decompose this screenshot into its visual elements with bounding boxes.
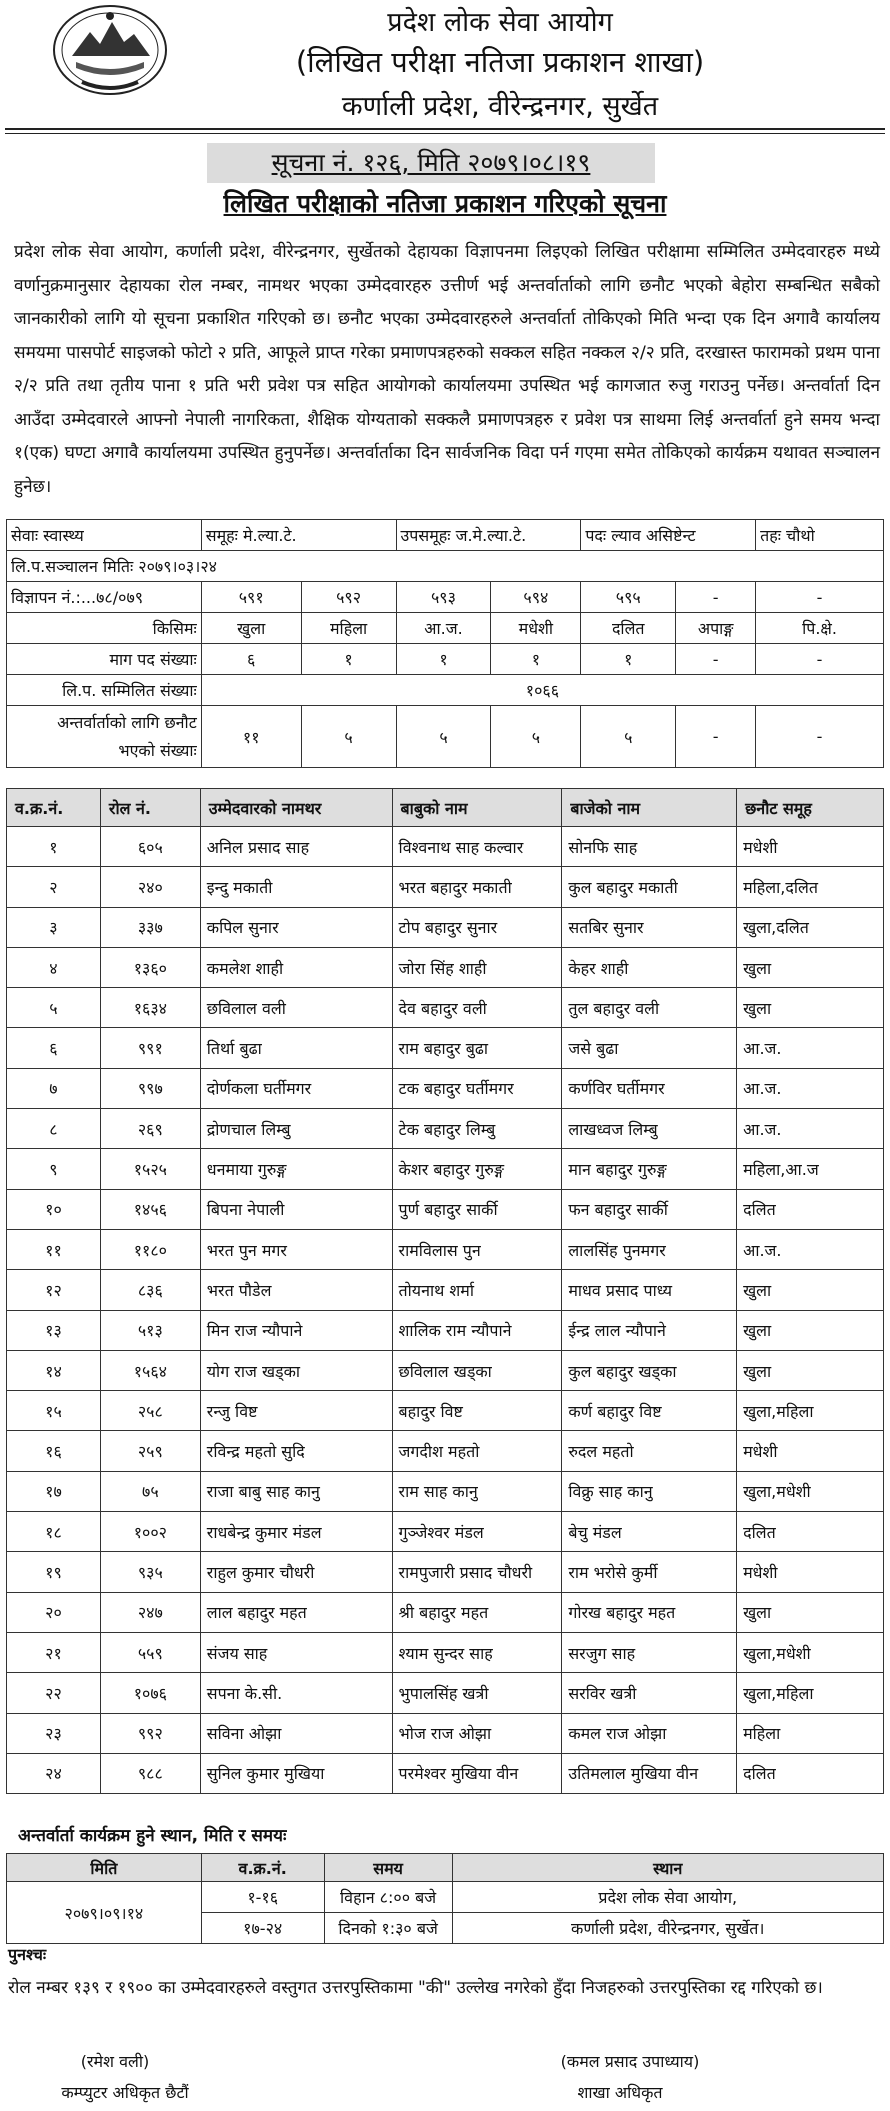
cell-group: दलित — [737, 1189, 884, 1229]
cell-roll: ९८८ — [100, 1753, 200, 1793]
cell-group: आ.ज. — [737, 1229, 884, 1269]
participants-label: लि.प. सम्मिलित संख्याः — [7, 675, 202, 706]
cell-name: दोर्णकला घर्तीमगर — [200, 1068, 392, 1108]
cell-father: जगदीश महतो — [392, 1431, 562, 1471]
table-row — [7, 1310, 884, 1350]
cell-sn: ९ — [7, 1149, 101, 1189]
cell-sn: २१ — [7, 1632, 101, 1672]
cell-name: राहुल कुमार चौधरी — [200, 1552, 392, 1592]
header-commission-name: प्रदेश लोक सेवा आयोग — [387, 7, 613, 38]
cell-sn: ५ — [7, 988, 101, 1028]
cell-father: जोरा सिंह शाही — [392, 947, 562, 987]
cell-sn: २४ — [7, 1753, 101, 1793]
cell-grandfather: उतिमलाल मुखिया वीन — [562, 1753, 737, 1793]
cell-group: खुला — [737, 1270, 884, 1310]
cell-group: खुला,मधेशी — [737, 1471, 884, 1511]
cell-group: महिला,आ.ज — [737, 1149, 884, 1189]
table-row — [7, 1471, 884, 1511]
posts-cell: - — [756, 644, 884, 675]
table-row — [7, 1592, 884, 1632]
cell-sn: १४ — [7, 1350, 101, 1390]
cell-father: गुञ्जेश्वर मंडल — [392, 1512, 562, 1552]
results-header-row — [7, 789, 884, 827]
cell-group: दलित — [737, 1753, 884, 1793]
cell-name: सपना के.सी. — [200, 1673, 392, 1713]
cell-father: राम साह कानु — [392, 1471, 562, 1511]
cell-father: देव बहादुर वली — [392, 988, 562, 1028]
header-divider-thin — [5, 133, 885, 134]
service-cell: सेवाः स्वास्थ्य — [7, 520, 202, 551]
cell-grandfather: सोनफि साह — [562, 827, 737, 867]
cell-sn: १ — [7, 827, 101, 867]
ad-no-cell: ५९३ — [396, 582, 491, 613]
cell-sn: ७ — [7, 1068, 101, 1108]
cell-father: विश्वनाथ साह कल्वार — [392, 827, 562, 867]
schedule-time: दिनको १:३० बजे — [324, 1913, 452, 1944]
schedule-header-place: स्थान — [452, 1854, 883, 1882]
signature-left-name: (रमेश वली) — [80, 2052, 150, 2071]
cell-roll: ८३६ — [100, 1270, 200, 1310]
cell-father: टोप बहादुर सुनार — [392, 907, 562, 947]
selected-cell: - — [676, 706, 756, 768]
col-header-name: उम्मेदवारको नामथर — [200, 789, 392, 827]
table-row — [7, 1109, 884, 1149]
cell-name: छविलाल वली — [200, 988, 392, 1028]
cell-group: खुला — [737, 988, 884, 1028]
cell-group: आ.ज. — [737, 1028, 884, 1068]
cell-name: द्रोणचाल लिम्बु — [200, 1109, 392, 1149]
table-row — [7, 1229, 884, 1269]
table-row — [7, 867, 884, 907]
table-row — [7, 947, 884, 987]
cell-name: इन्दु मकाती — [200, 867, 392, 907]
posts-cell: - — [676, 644, 756, 675]
cell-group: महिला,दलित — [737, 867, 884, 907]
type-cell: अपाङ्ग — [676, 613, 756, 644]
cell-group: महिला — [737, 1713, 884, 1753]
cell-sn: ६ — [7, 1028, 101, 1068]
header-address: कर्णाली प्रदेश, वीरेन्द्रनगर, सुर्खेत — [341, 91, 659, 122]
table-row — [7, 1673, 884, 1713]
cell-grandfather: माधव प्रसाद पाध्य — [562, 1270, 737, 1310]
schedule-title: अन्तर्वार्ता कार्यक्रम हुने स्थान, मिति र समयः — [18, 1826, 287, 1846]
signature-right-title: शाखा अधिकृत — [577, 2083, 663, 2102]
cell-sn: १६ — [7, 1431, 101, 1471]
table-row — [7, 1753, 884, 1793]
schedule-date: २०७९।०९।१४ — [7, 1882, 202, 1944]
cell-sn: ४ — [7, 947, 101, 987]
cell-roll: २४० — [100, 867, 200, 907]
table-row — [7, 907, 884, 947]
cell-roll: १४५६ — [100, 1189, 200, 1229]
cell-name: धनमाया गुरुङ्ग — [200, 1149, 392, 1189]
cell-name: रन्जु विष्ट — [200, 1391, 392, 1431]
cell-grandfather: मान बहादुर गुरुङ्ग — [562, 1149, 737, 1189]
cell-roll: ९३५ — [100, 1552, 200, 1592]
cell-roll: १०७६ — [100, 1673, 200, 1713]
table-row — [7, 1270, 884, 1310]
schedule-header-date: मिति — [7, 1854, 202, 1882]
results-table — [6, 788, 884, 1794]
cell-name: भरत पुन मगर — [200, 1229, 392, 1269]
type-cell: महिला — [301, 613, 396, 644]
cell-name: रविन्द्र महतो सुदि — [200, 1431, 392, 1471]
table-row — [7, 1552, 884, 1592]
cell-grandfather: केहर शाही — [562, 947, 737, 987]
cell-grandfather: सरविर खत्री — [562, 1673, 737, 1713]
table-row — [7, 988, 884, 1028]
cell-father: श्याम सुन्दर साह — [392, 1632, 562, 1672]
cell-sn: २३ — [7, 1713, 101, 1753]
selected-cell: - — [756, 706, 884, 768]
cell-name: सुनिल कुमार मुखिया — [200, 1753, 392, 1793]
cell-father: परमेश्वर मुखिया वीन — [392, 1753, 562, 1793]
schedule-range: १७-२४ — [201, 1913, 324, 1944]
cell-group: खुला — [737, 1592, 884, 1632]
cell-father: भुपालसिंह खत्री — [392, 1673, 562, 1713]
cell-group: खुला,महिला — [737, 1391, 884, 1431]
cell-roll: ६०५ — [100, 827, 200, 867]
cell-sn: २ — [7, 867, 101, 907]
cell-group: खुला,मधेशी — [737, 1632, 884, 1672]
cell-roll: २६९ — [100, 1109, 200, 1149]
schedule-range: १-१६ — [201, 1882, 324, 1913]
cell-father: रामपुजारी प्रसाद चौधरी — [392, 1552, 562, 1592]
cell-sn: ८ — [7, 1109, 101, 1149]
cell-group: खुला,महिला — [737, 1673, 884, 1713]
cell-roll: २५९ — [100, 1431, 200, 1471]
cell-roll: ९९२ — [100, 1713, 200, 1753]
schedule-table — [6, 1853, 884, 1944]
header-section-name: (लिखित परीक्षा नतिजा प्रकाशन शाखा) — [295, 45, 705, 79]
cell-roll: १५२५ — [100, 1149, 200, 1189]
cell-group: दलित — [737, 1512, 884, 1552]
table-row — [7, 1149, 884, 1189]
selected-label-line1: अन्तर्वार्ताको लागि छनौट — [57, 712, 197, 732]
cell-name: मिन राज न्यौपाने — [200, 1310, 392, 1350]
cell-name: राजा बाबु साह कानु — [200, 1471, 392, 1511]
schedule-header-range: व.क्र.नं. — [201, 1854, 324, 1882]
cell-name: भरत पौडेल — [200, 1270, 392, 1310]
type-label: किसिमः — [7, 613, 202, 644]
type-cell: मधेशी — [491, 613, 581, 644]
cell-name: कमलेश शाही — [200, 947, 392, 987]
document-header — [0, 0, 890, 128]
cell-name: योग राज खड्का — [200, 1350, 392, 1390]
ad-no-cell: ५९४ — [491, 582, 581, 613]
cell-group: मधेशी — [737, 1431, 884, 1471]
header-divider — [5, 128, 885, 130]
cell-grandfather: कर्ण बहादुर विष्ट — [562, 1391, 737, 1431]
cell-father: छविलाल खड्का — [392, 1350, 562, 1390]
type-cell: दलित — [581, 613, 676, 644]
cell-roll: १००२ — [100, 1512, 200, 1552]
table-row — [7, 827, 884, 867]
posts-cell: १ — [491, 644, 581, 675]
cell-roll: २५८ — [100, 1391, 200, 1431]
signature-right-name: (कमल प्रसाद उपाध्याय) — [560, 2052, 700, 2071]
selected-label — [7, 706, 202, 768]
cell-roll: १६३४ — [100, 988, 200, 1028]
cell-sn: २० — [7, 1592, 101, 1632]
cell-name: अनिल प्रसाद साह — [200, 827, 392, 867]
cell-name: कपिल सुनार — [200, 907, 392, 947]
cell-grandfather: कुल बहादुर खड्का — [562, 1350, 737, 1390]
col-header-roll: रोल नं. — [100, 789, 200, 827]
cell-grandfather: कर्णविर घर्तीमगर — [562, 1068, 737, 1108]
cell-group: मधेशी — [737, 1552, 884, 1592]
cell-group: मधेशी — [737, 827, 884, 867]
cell-grandfather: विक्रु साह कानु — [562, 1471, 737, 1511]
cell-name: सविना ओझा — [200, 1713, 392, 1753]
cell-father: बहादुर विष्ट — [392, 1391, 562, 1431]
cell-grandfather: ईन्द्र लाल न्यौपाने — [562, 1310, 737, 1350]
posts-cell: १ — [581, 644, 676, 675]
subgroup-cell: उपसमूहः ज.मे.ल्या.टे. — [396, 520, 581, 551]
cell-father: केशर बहादुर गुरुङ्ग — [392, 1149, 562, 1189]
cell-grandfather: कमल राज ओझा — [562, 1713, 737, 1753]
cell-sn: १२ — [7, 1270, 101, 1310]
selected-label-line2: भएको संख्याः — [118, 740, 197, 760]
cell-name: तिर्था बुढा — [200, 1028, 392, 1068]
ad-no-cell: ५९५ — [581, 582, 676, 613]
cell-father: श्री बहादुर महत — [392, 1592, 562, 1632]
cell-name: राधबेन्द्र कुमार मंडल — [200, 1512, 392, 1552]
ad-no-cell: - — [676, 582, 756, 613]
col-header-father: बाबुको नाम — [392, 789, 562, 827]
type-cell: पि.क्षे. — [756, 613, 884, 644]
ad-no-cell: ५९१ — [201, 582, 301, 613]
cell-roll: ११८० — [100, 1229, 200, 1269]
cell-roll: १३६० — [100, 947, 200, 987]
notice-title: लिखित परीक्षाको नतिजा प्रकाशन गरिएको सूचना — [223, 189, 667, 218]
ad-no-cell: ५९२ — [301, 582, 396, 613]
cell-sn: १० — [7, 1189, 101, 1229]
cell-group: आ.ज. — [737, 1068, 884, 1108]
cell-roll: ५५९ — [100, 1632, 200, 1672]
postscript-text: रोल नम्बर १३९ र १९०० का उम्मेदवारहरुले वस्तुगत उत्तरपुस्तिकामा "की" उल्लेख नगरेको हुँदा निजहरुको उत्तरपुस्तिका रद्द गरिएको छ। — [8, 1978, 823, 1998]
cell-name: लाल बहादुर महत — [200, 1592, 392, 1632]
cell-father: पुर्ण बहादुर सार्की — [392, 1189, 562, 1229]
cell-grandfather: फन बहादुर सार्की — [562, 1189, 737, 1229]
cell-roll: ९९७ — [100, 1068, 200, 1108]
participants-cell: १०६६ — [201, 675, 883, 706]
table-row — [7, 1713, 884, 1753]
cell-grandfather: गोरख बहादुर महत — [562, 1592, 737, 1632]
signature-left-title: कम्प्युटर अधिकृत छैटौं — [61, 2083, 189, 2102]
cell-sn: १९ — [7, 1552, 101, 1592]
cell-grandfather: बेचु मंडल — [562, 1512, 737, 1552]
group-cell: समूहः मे.ल्या.टे. — [201, 520, 396, 551]
posts-cell: १ — [396, 644, 491, 675]
notice-number: सूचना नं. १२६, मिति २०७९।०८।१९ — [207, 143, 655, 183]
schedule-time: विहान ८:०० बजे — [324, 1882, 452, 1913]
cell-sn: १३ — [7, 1310, 101, 1350]
cell-name: संजय साह — [200, 1632, 392, 1672]
cell-grandfather: जसे बुढा — [562, 1028, 737, 1068]
table-row — [7, 1350, 884, 1390]
table-row — [7, 1431, 884, 1471]
cell-father: तोयनाथ शर्मा — [392, 1270, 562, 1310]
cell-father: भरत बहादुर मकाती — [392, 867, 562, 907]
cell-grandfather: लालसिंह पुनमगर — [562, 1229, 737, 1269]
cell-grandfather: कुल बहादुर मकाती — [562, 867, 737, 907]
cell-roll: ५१३ — [100, 1310, 200, 1350]
level-cell: तहः चौथो — [756, 520, 884, 551]
col-header-grandfather: बाजेको नाम — [562, 789, 737, 827]
cell-father: रामविलास पुन — [392, 1229, 562, 1269]
cell-grandfather: तुल बहादुर वली — [562, 988, 737, 1028]
cell-sn: १७ — [7, 1471, 101, 1511]
cell-group: खुला — [737, 947, 884, 987]
postscript-label: पुनश्चः — [8, 1945, 47, 1964]
exam-date-cell: लि.प.सञ्चालन मितिः २०७९।०३।२४ — [7, 551, 884, 582]
cell-name: बिपना नेपाली — [200, 1189, 392, 1229]
cell-grandfather: लाखध्वज लिम्बु — [562, 1109, 737, 1149]
cell-group: खुला — [737, 1350, 884, 1390]
cell-father: राम बहादुर बुढा — [392, 1028, 562, 1068]
ad-no-label: विज्ञापन नं.:...७८/०७९ — [7, 582, 202, 613]
schedule-place-line2: कर्णाली प्रदेश, वीरेन्द्रनगर, सुर्खेत। — [452, 1913, 883, 1944]
posts-cell: १ — [301, 644, 396, 675]
table-row — [7, 1028, 884, 1068]
schedule-place-line1: प्रदेश लोक सेवा आयोग, — [452, 1882, 883, 1913]
table-row — [7, 1068, 884, 1108]
cell-grandfather: सतबिर सुनार — [562, 907, 737, 947]
col-header-sn: व.क्र.नं. — [7, 789, 101, 827]
notice-body: प्रदेश लोक सेवा आयोग, कर्णाली प्रदेश, वीरेन्द्रनगर, सुर्खेतको देहायका विज्ञापनमा लिइएको लिखित परीक्षामा सम्मिलित उम्मेदवारहरु मध्ये वर्णानुक्रमानुसार देहायका रोल नम्बर, नामथर भएका उम्मेदवारहरु उत्तीर्ण भई अन्तर्वार्ताको लागि छनौट भएको बेहोरा सम्बन्धित सबैको जानकारीको लागि यो सूचना प्रकाशित गरिएको छ। छनौट भएका उम्मेदवारहरुले अन्तर्वार्ता तोकिएको मिति भन्दा एक दिन अगावै कार्यालय समयमा पासपोर्ट साइजको फोटो २ प्रति, आफूले प्राप्त गरेका प्रमाणपत्रहरुको सक्कल सहित नक्कल २/२ प्रति, दरखास्त फारामको प्रथम पाना २/२ प्रति तथा तृतीय पाना १ प्रति भरी प्रवेश पत्र सहित आयोगको कार्यालयमा उपस्थित भई कागजात रुजु गराउनु पर्नेछ। अन्तर्वार्ता दिन आउँदा उम्मेदवारले आफ्नो नेपाली नागरिकता, शैक्षिक योग्यताको सक्कलै प्रमाणपत्रहरु र प्रवेश पत्र साथमा लिई अन्तर्वार्ता हुने समय भन्दा १(एक) घण्टा अगावै कार्यालयमा उपस्थित हुनुपर्नेछ। अन्तर्वार्ताका दिन सार्वजनिक विदा पर्न गएमा समेत तोकिएको कार्यक्रम यथावत सञ्चालन हुनेछ। — [14, 242, 880, 497]
cell-father: टक बहादुर घर्तीमगर — [392, 1068, 562, 1108]
table-row — [7, 1189, 884, 1229]
cell-grandfather: सरजुग साह — [562, 1632, 737, 1672]
cell-sn: २२ — [7, 1673, 101, 1713]
cell-grandfather: रुदल महतो — [562, 1431, 737, 1471]
table-row — [7, 1632, 884, 1672]
posts-label: माग पद संख्याः — [7, 644, 202, 675]
cell-roll: १५६४ — [100, 1350, 200, 1390]
table-row — [7, 1512, 884, 1552]
selected-cell: ५ — [581, 706, 676, 768]
cell-sn: १८ — [7, 1512, 101, 1552]
cell-father: शालिक राम न्यौपाने — [392, 1310, 562, 1350]
col-header-group: छनौट समूह — [737, 789, 884, 827]
cell-roll: ९९१ — [100, 1028, 200, 1068]
ad-no-cell: - — [756, 582, 884, 613]
table-row — [7, 1391, 884, 1431]
selected-cell: ५ — [491, 706, 581, 768]
cell-roll: ३३७ — [100, 907, 200, 947]
cell-sn: ११ — [7, 1229, 101, 1269]
nepal-emblem-icon — [52, 4, 168, 96]
schedule-header-time: समय — [324, 1854, 452, 1882]
cell-grandfather: राम भरोसे कुर्मी — [562, 1552, 737, 1592]
cell-sn: १५ — [7, 1391, 101, 1431]
type-cell: आ.ज. — [396, 613, 491, 644]
cell-father: भोज राज ओझा — [392, 1713, 562, 1753]
cell-sn: ३ — [7, 907, 101, 947]
cell-roll: २४७ — [100, 1592, 200, 1632]
selected-cell: ५ — [301, 706, 396, 768]
results-body — [7, 827, 884, 1794]
posts-cell: ६ — [201, 644, 301, 675]
selected-cell: ११ — [201, 706, 301, 768]
cell-father: टेक बहादुर लिम्बु — [392, 1109, 562, 1149]
advertisement-table — [6, 519, 884, 768]
selected-cell: ५ — [396, 706, 491, 768]
cell-roll: ७५ — [100, 1471, 200, 1511]
cell-group: खुला — [737, 1310, 884, 1350]
cell-group: खुला,दलित — [737, 907, 884, 947]
post-cell: पदः ल्याव असिष्टेन्ट — [581, 520, 756, 551]
cell-group: आ.ज. — [737, 1109, 884, 1149]
type-cell: खुला — [201, 613, 301, 644]
